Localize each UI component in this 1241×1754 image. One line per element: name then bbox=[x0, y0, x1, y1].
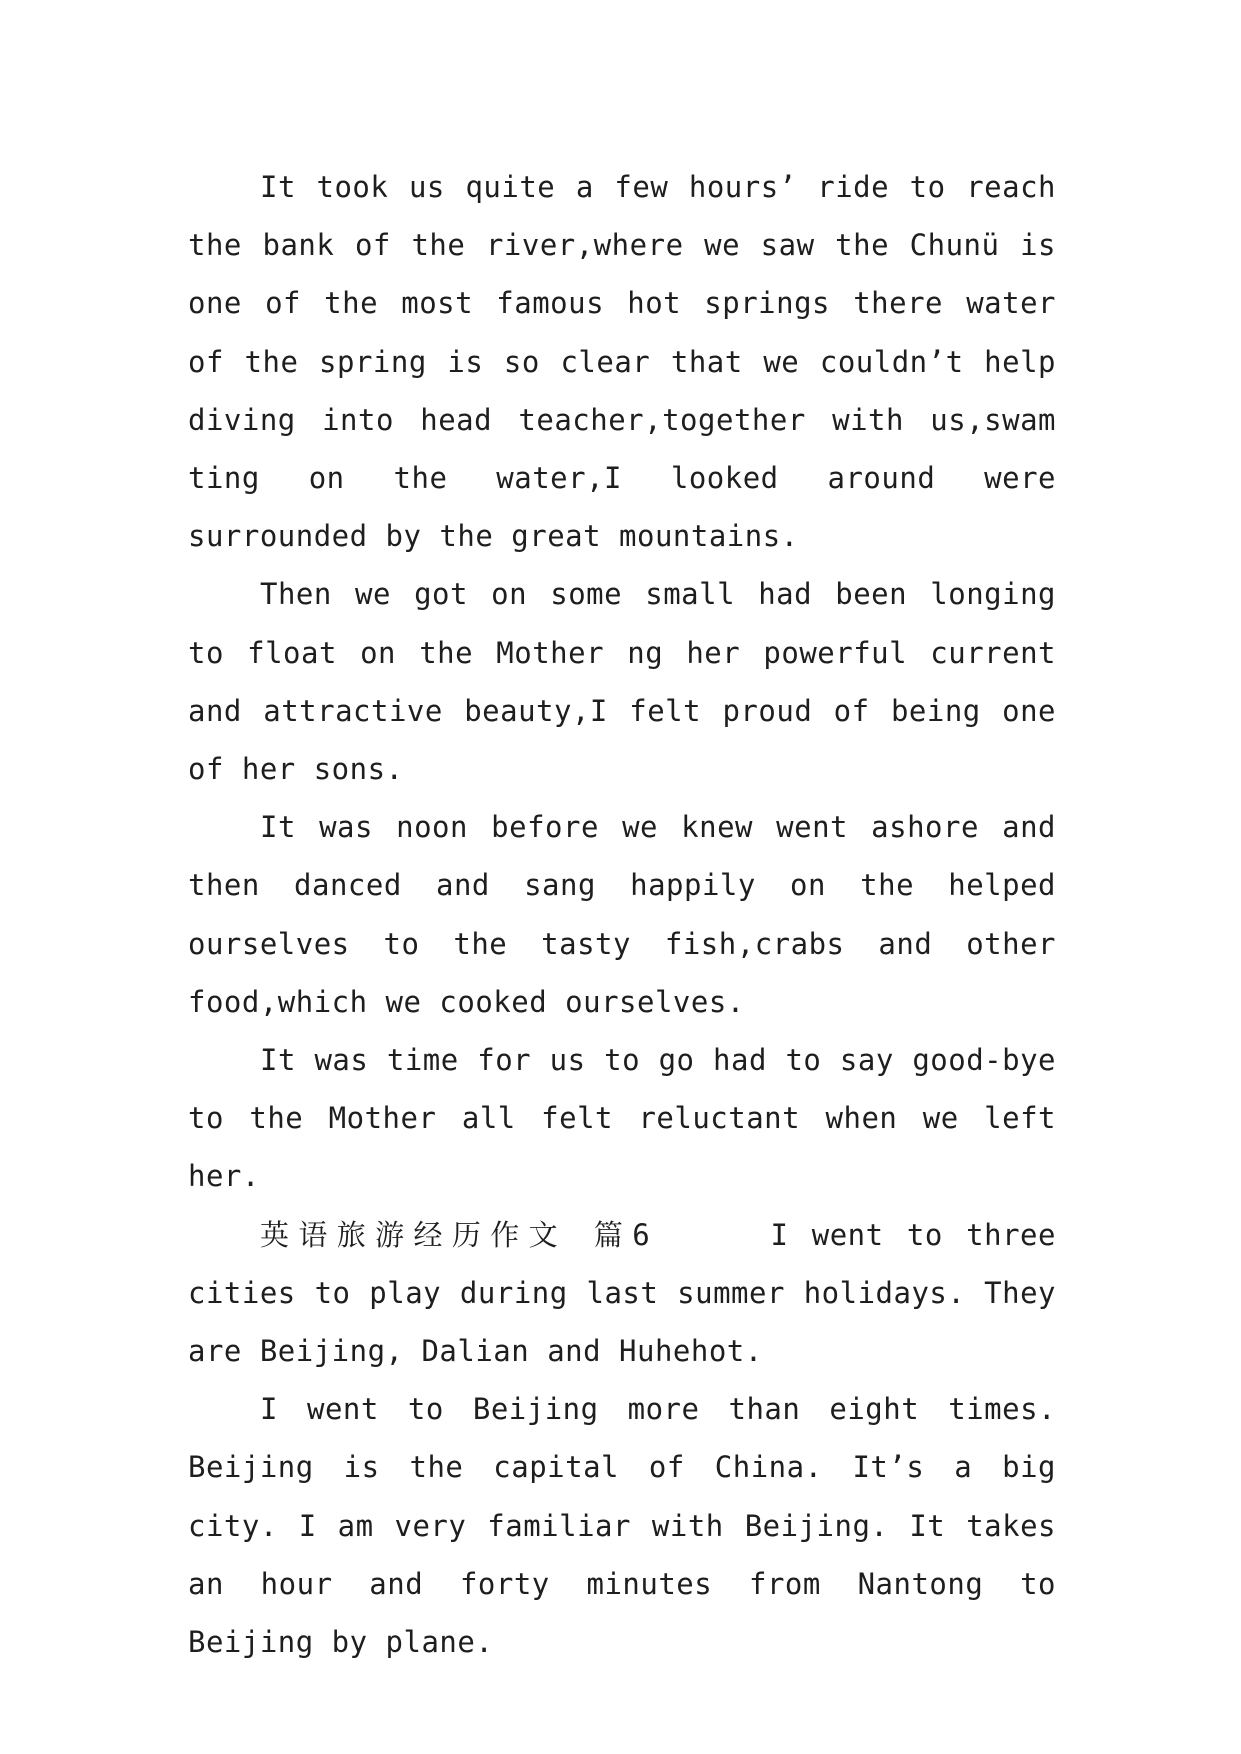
paragraph-goodbye: It was time for us to go had to say good-bye to the Mother all felt reluctant when we left her. bbox=[188, 1043, 1056, 1194]
section-6-paragraph bbox=[188, 1206, 1056, 1381]
paragraph-noon-picnic: It was noon before we knew went ashore and then danced and sang happily on the helped ourselves to the tasty fish,crabs and other food,which we cooked ourselves. bbox=[188, 810, 1056, 1019]
section-intro: I went to three cities to play during last summer holidays. They are Beijing, Dalian and Huhehot. bbox=[188, 1217, 1056, 1369]
paragraph-hot-springs: It took us quite a few hours’ ride to reach the bank of the river,where we saw the Chunü is one of the most famous hot springs there water of the spring is so clear that we couldn’t help diving into head teacher,together with us,swam ting on the water,I looked around were surrounded by the great mountains. bbox=[188, 170, 1056, 554]
paragraph-boat-ride: Then we got on some small had been longing to float on the Mother ng her powerful current and attractive beauty,I felt proud of being one of her sons. bbox=[188, 577, 1056, 787]
paragraph-beijing: I went to Beijing more than eight times. Beijing is the capital of China. It’s a big city. I am very familiar with Beijing. It takes an hour and forty minutes from Nantong to Beijing by plane. bbox=[188, 1392, 1056, 1660]
document-body bbox=[188, 158, 1056, 1671]
section-title: 英语旅游经历作文 篇6 bbox=[260, 1217, 654, 1252]
